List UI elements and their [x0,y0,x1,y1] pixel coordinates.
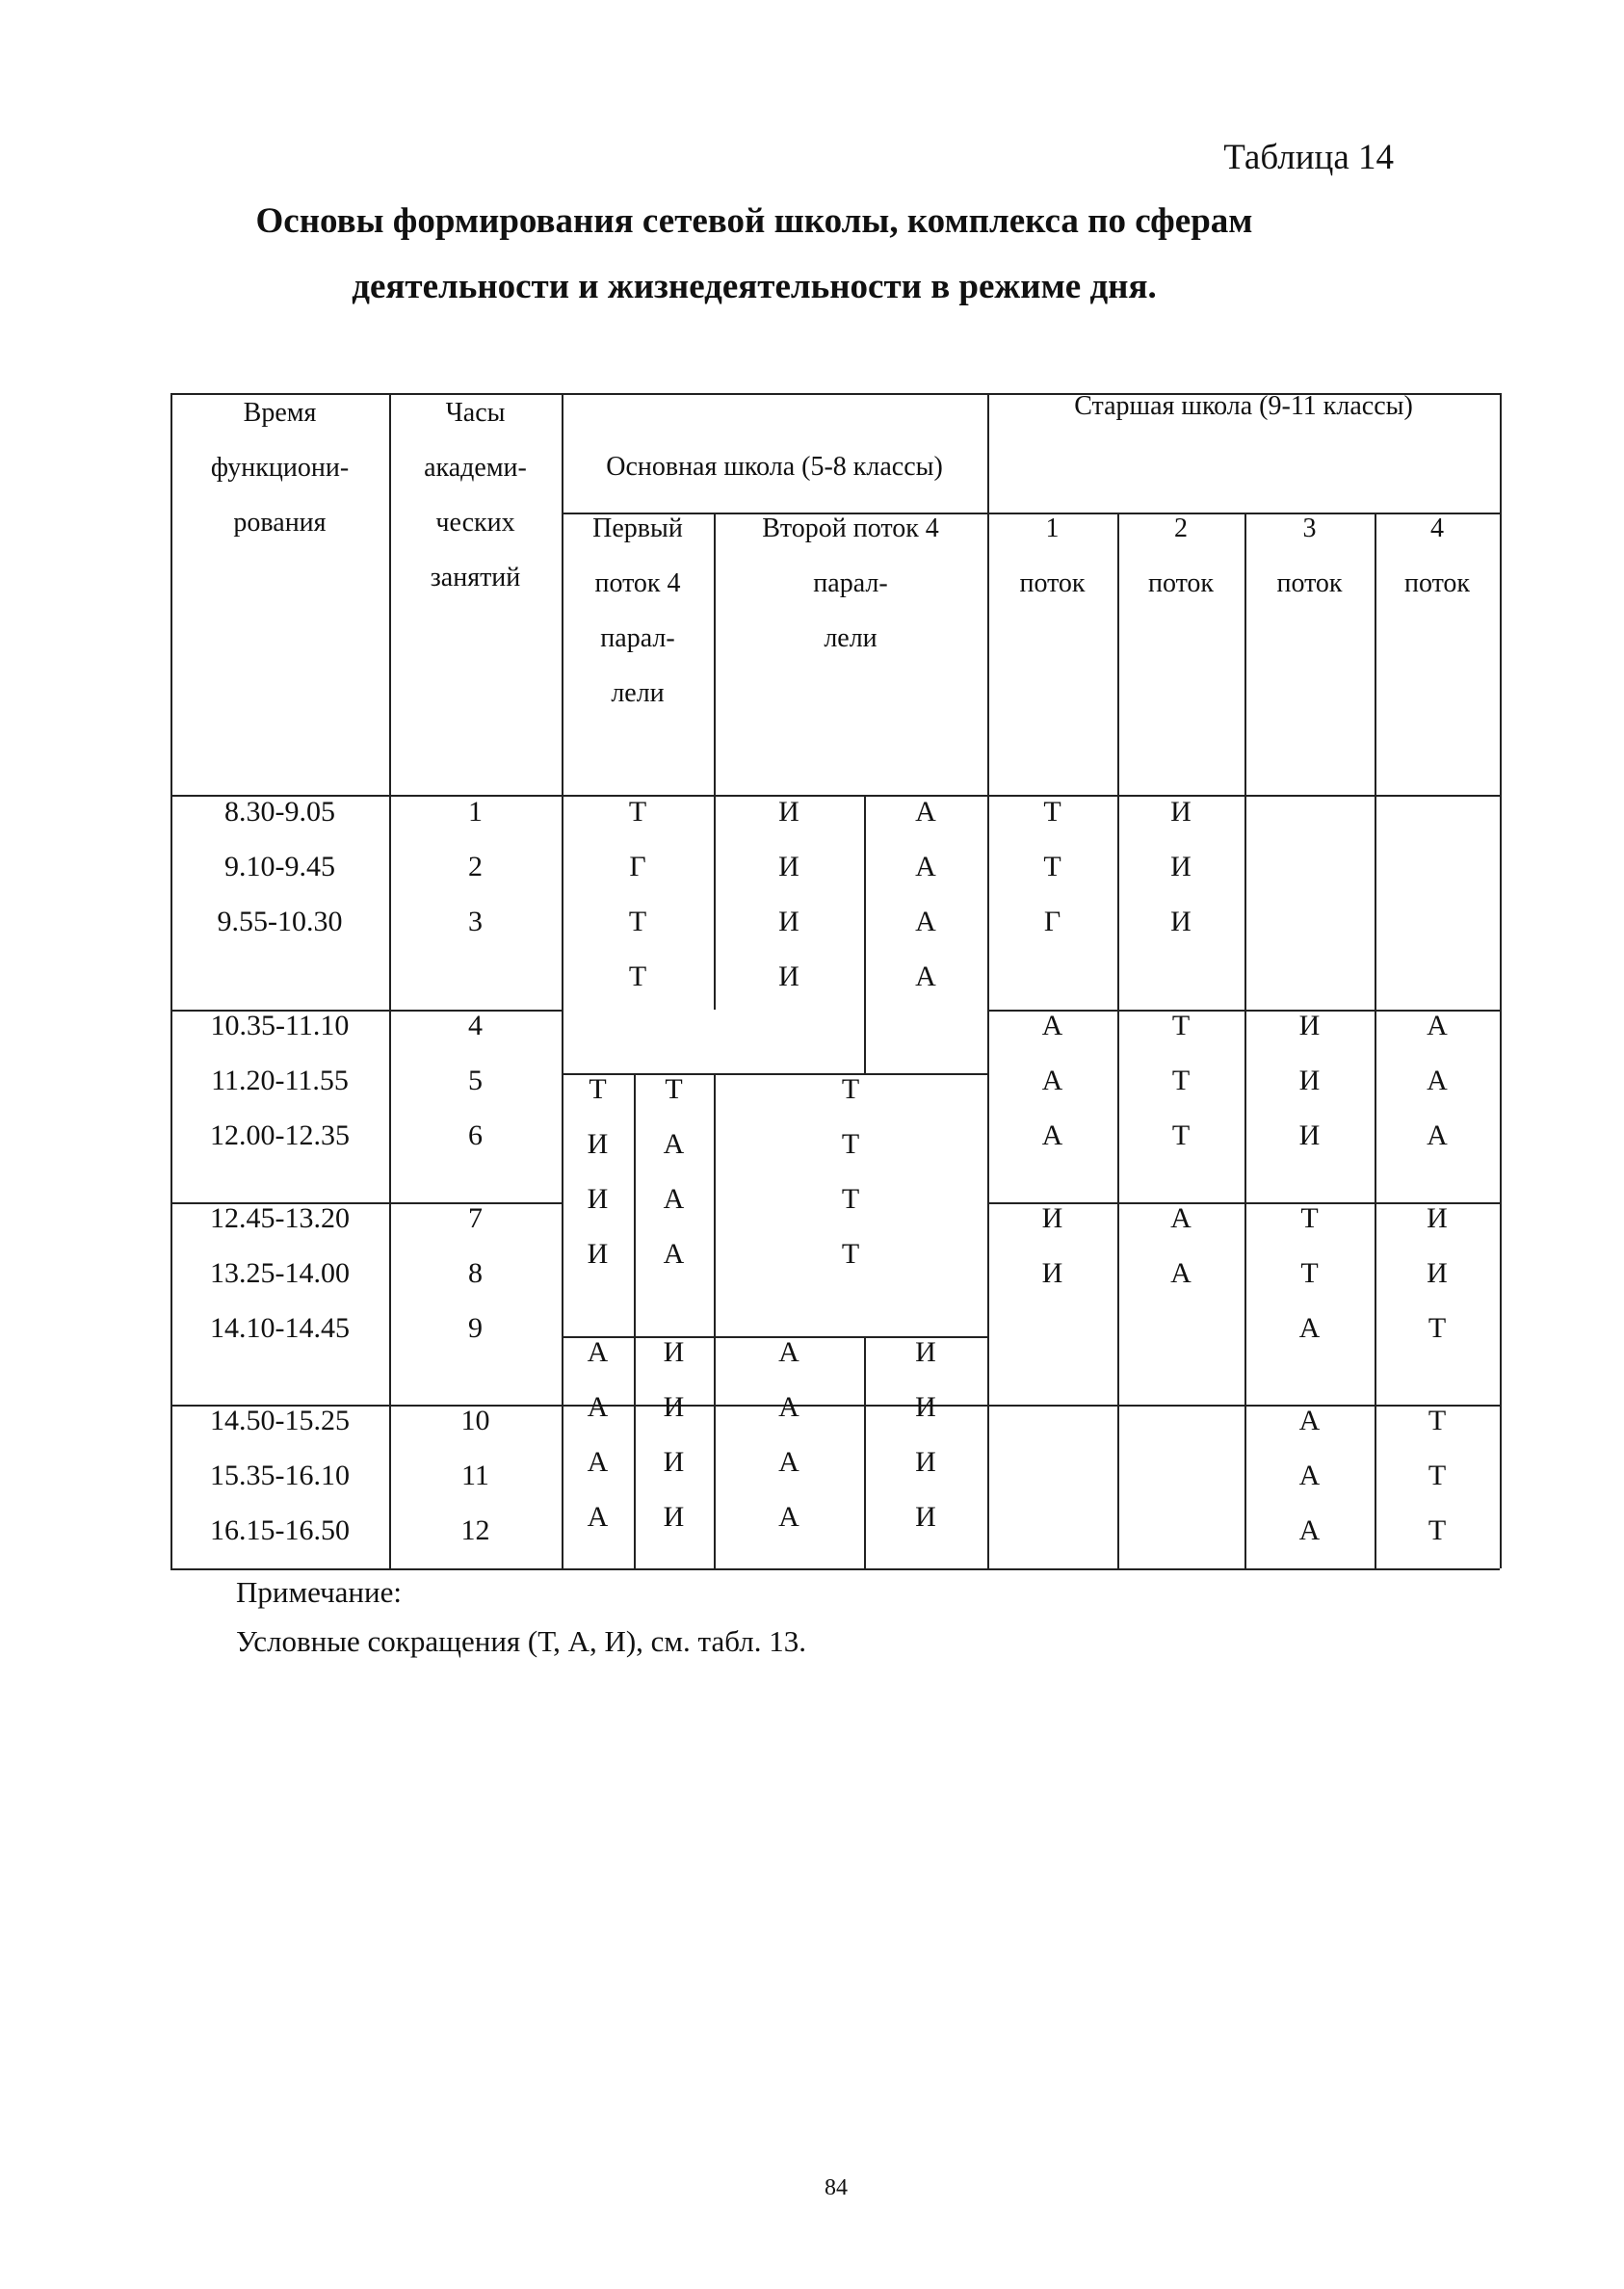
hours-block-2: 4 5 6 [468,1010,483,1151]
cells-b1-second-stream-b: А А А А [915,796,936,992]
page-number: 84 [825,2175,848,2200]
cells-b3-senior-1: И И [1041,1202,1063,1289]
table-label: Таблица 14 [1223,138,1394,177]
header-senior-stream-3: 3 поток [1276,513,1343,598]
table-title-line-1: Основы формирования сетевой школы, комплекса по сферам [255,201,1253,241]
note-label: Примечание: [236,1575,402,1609]
cells-b2-senior-3: И И И [1298,1010,1321,1151]
cells-b4-first-stream-b: И И И И [663,1336,685,1533]
cells-b1-first-stream: Т Г Т Т [628,796,647,992]
cells-b3-senior-2: А А [1170,1202,1192,1289]
header-first-stream: Первый поток 4 парал- лели [592,513,683,708]
cells-b4-senior-4: Т Т Т [1428,1405,1447,1546]
table-title-line-2: деятельности и жизнедеятельности в режиме дня. [352,267,1157,306]
header-hours: Часы академи- ческих занятий [424,398,527,592]
cells-b4-first-stream-a: А А А А [587,1336,609,1533]
times-block-3: 12.45-13.20 13.25-14.00 14.10-14.45 [210,1202,350,1344]
note-text: Условные сокращения (Т, А, И), см. табл. 13. [236,1624,806,1658]
hours-block-1: 1 2 3 [468,796,483,937]
header-second-stream: Второй поток 4 парал- лели [762,513,939,653]
cells-b4-second-stream-b: И И И И [915,1336,936,1533]
cells-b4-senior-3: А А А [1298,1405,1321,1546]
cells-b2-senior-1: А А А [1041,1010,1063,1151]
cells-b2-first-stream-a: Т И И И [587,1073,609,1270]
header-basic-school: Основная школа (5-8 классы) [606,452,943,482]
cells-b3-senior-3: Т Т А [1298,1202,1321,1344]
cells-b1-senior-2: И И И [1170,796,1192,937]
cells-b2-first-stream-b: Т А А А [663,1073,685,1270]
header-time: Время функциони- рования [210,398,350,538]
cells-b1-senior-1: Т Т Г [1043,796,1061,937]
hours-block-4: 10 11 12 [460,1405,490,1546]
hours-block-3: 7 8 9 [468,1202,483,1344]
header-senior-stream-4: 4 поток [1403,513,1471,598]
times-block-2: 10.35-11.10 11.20-11.55 12.00-12.35 [210,1010,350,1151]
cells-b3-senior-4: И И Т [1427,1202,1448,1344]
cells-b2-second-stream: Т Т Т Т [841,1073,860,1270]
times-block-1: 8.30-9.05 9.10-9.45 9.55-10.30 [217,796,343,937]
header-senior-stream-1: 1 поток [1019,513,1086,598]
header-senior-school: Старшая школа (9-11 классы) [1074,391,1413,421]
times-block-4: 14.50-15.25 15.35-16.10 16.15-16.50 [210,1405,350,1546]
cells-b2-senior-4: А А А [1427,1010,1448,1151]
cells-b2-senior-2: Т Т Т [1171,1010,1191,1151]
cells-b4-second-stream-a: А А А А [778,1336,799,1533]
cells-b1-second-stream-a: И И И И [778,796,799,992]
header-senior-stream-2: 2 поток [1147,513,1215,598]
